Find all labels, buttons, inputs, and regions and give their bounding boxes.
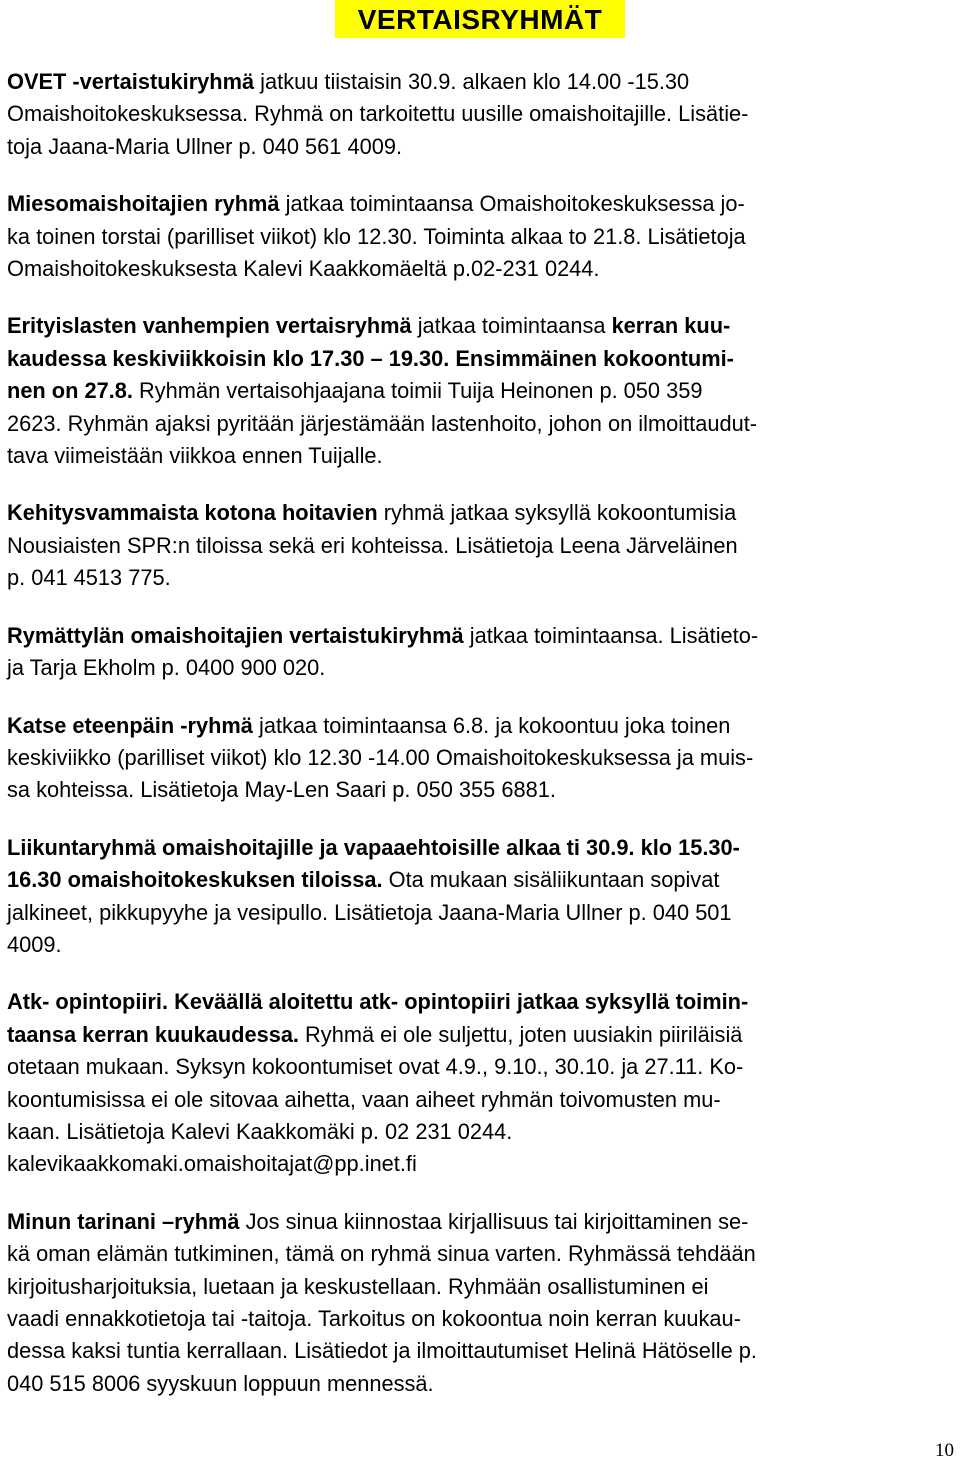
bold-text: kerran kuu- — [611, 313, 731, 339]
text-line — [7, 1206, 953, 1238]
paragraph-miesomaishoitajat — [7, 188, 953, 285]
body-text: Omaishoitokeskuksesta Kalevi Kaakkomäeltä p.02-231 0244. — [7, 256, 600, 282]
body-text: koontumisissa ei ole sitovaa aihetta, vaan aiheet ryhmän toivomusten mu- — [7, 1086, 721, 1112]
body-text: Omaishoitokeskuksessa. Ryhmä on tarkoitettu uusille omaishoitajille. Lisätie- — [7, 101, 749, 127]
text-line — [7, 310, 953, 342]
body-text: Nousiaisten SPR:n tiloissa sekä eri kohteissa. Lisätietoja Leena Järveläinen — [7, 532, 738, 558]
body-text: dessa kaksi tuntia kerrallaan. Lisätiedot ja ilmoittautumiset Helinä Hätöselle p. — [7, 1338, 757, 1364]
text-line — [7, 253, 953, 285]
bold-text: kaudessa keskiviikkoisin klo 17.30 – 19.30. Ensimmäinen kokoontumi- — [7, 345, 734, 371]
text-line — [7, 1148, 953, 1180]
body-text: jalkineet, pikkupyyhe ja vesipullo. Lisätietoja Jaana-Maria Ullner p. 040 501 — [7, 899, 732, 925]
text-line — [7, 1051, 953, 1083]
paragraph-erityislapset — [7, 310, 953, 472]
body-text: ja Tarja Ekholm p. 0400 900 020. — [7, 655, 326, 681]
body-text: keskiviikko (parilliset viikot) klo 12.30 -14.00 Omaishoitokeskuksessa ja muis- — [7, 744, 754, 770]
body-text: Ryhmä ei ole suljettu, joten uusiakin piiriläisiä — [299, 1021, 743, 1047]
body-text: kalevikaakkomaki.omaishoitajat@pp.inet.fi — [7, 1151, 417, 1177]
text-line — [7, 929, 953, 961]
paragraph-kehitysvammaiset — [7, 497, 953, 594]
body-text: kä oman elämän tutkiminen, tämä on ryhmä sinua varten. Ryhmässä tehdään — [7, 1241, 756, 1267]
paragraph-rymattyla — [7, 620, 953, 685]
text-line — [7, 774, 953, 806]
body-text: p. 041 4513 775. — [7, 565, 171, 591]
bold-text: Kehitysvammaista kotona hoitavien — [7, 500, 378, 526]
bold-text: Minun tarinani –ryhmä — [7, 1208, 240, 1234]
text-line — [7, 497, 953, 529]
body-text: ka toinen torstai (parilliset viikot) klo 12.30. Toiminta alkaa to 21.8. Lisätietoja — [7, 223, 746, 249]
text-line — [7, 562, 953, 594]
paragraph-atk-opintopiiri — [7, 986, 953, 1180]
bold-text: taansa kerran kuukaudessa. — [7, 1021, 299, 1047]
text-line — [7, 1019, 953, 1051]
body-text: jatkaa toimintaansa 6.8. ja kokoontuu joka toinen — [252, 712, 731, 738]
body-text: 4009. — [7, 931, 62, 957]
text-line — [7, 832, 953, 864]
announcement-list — [7, 66, 953, 1425]
paragraph-liikuntaryhma — [7, 832, 953, 962]
text-line — [7, 652, 953, 684]
text-line — [7, 742, 953, 774]
text-line — [7, 375, 953, 407]
body-text: jatkuu tiistaisin 30.9. alkaen klo 14.00 -15.30 — [254, 69, 690, 94]
bold-text: nen on 27.8. — [7, 378, 133, 404]
body-text: Jos sinua kiinnostaa kirjallisuus tai kirjoittaminen se- — [239, 1208, 749, 1234]
body-text: kaan. Lisätietoja Kalevi Kaakkomäki p. 02 231 0244. — [7, 1118, 513, 1144]
bold-text: Atk- opintopiiri. Keväällä aloitettu atk- opintopiiri jatkaa syksyllä toimin- — [7, 989, 749, 1015]
text-line — [7, 1271, 953, 1303]
body-text: jatkaa toimintaansa Omaishoitokeskuksessa jo- — [279, 191, 745, 217]
text-line — [7, 1368, 953, 1400]
text-line — [7, 864, 953, 896]
text-line — [7, 188, 953, 220]
text-line — [7, 620, 953, 652]
text-line — [7, 1084, 953, 1116]
paragraph-katse-eteenpain — [7, 710, 953, 807]
body-text: 2623. Ryhmän ajaksi pyritään järjestämään lastenhoito, johon on ilmoittaudut- — [7, 410, 758, 436]
body-text: toja Jaana-Maria Ullner p. 040 561 4009. — [7, 133, 403, 159]
bold-text: OVET -vertaistukiryhmä — [7, 69, 255, 94]
paragraph-ovet — [7, 66, 953, 163]
bold-text: Rymättylän omaishoitajien vertaistukiryhmä — [7, 622, 464, 648]
bold-text: Liikuntaryhmä omaishoitajille ja vapaaehtoisille alkaa ti 30.9. klo 15.30- — [7, 834, 740, 860]
text-line — [7, 1116, 953, 1148]
body-text: Ryhmän vertaisohjaajana toimii Tuija Heinonen p. 050 359 — [132, 378, 703, 404]
text-line — [7, 131, 953, 163]
body-text: kirjoitusharjoituksia, luetaan ja keskustellaan. Ryhmään osallistuminen ei — [7, 1273, 709, 1299]
body-text: tava viimeistään viikkoa ennen Tuijalle. — [7, 443, 383, 469]
body-text: Ota mukaan sisäliikuntaan sopivat — [382, 867, 720, 893]
body-text: vaadi ennakkotietoja tai -taitoja. Tarkoitus on kokoontua noin kerran kuukau- — [7, 1306, 741, 1331]
text-line — [7, 1335, 953, 1367]
text-line — [7, 221, 953, 253]
page-title: VERTAISRYHMÄT — [357, 4, 603, 35]
body-text: jatkaa toimintaansa — [411, 313, 612, 339]
text-line — [7, 710, 953, 742]
text-line — [7, 1303, 953, 1335]
text-line — [7, 408, 953, 440]
bold-text: Miesomaishoitajien ryhmä — [7, 191, 280, 217]
text-line — [7, 98, 953, 130]
text-line — [7, 986, 953, 1018]
text-line — [7, 530, 953, 562]
bold-text: Katse eteenpäin -ryhmä — [7, 712, 253, 738]
paragraph-minun-tarinani — [7, 1206, 953, 1400]
page-number: 10 — [935, 1440, 954, 1461]
body-text: sa kohteissa. Lisätietoja May-Len Saari p. 050 355 6881. — [7, 777, 556, 803]
bold-text: Erityislasten vanhempien vertaisryhmä — [7, 313, 412, 339]
bold-text: 16.30 omaishoitokeskuksen tiloissa. — [7, 867, 383, 893]
body-text: jatkaa toimintaansa. Lisätieto- — [463, 622, 759, 648]
body-text: otetaan mukaan. Syksyn kokoontumiset ovat 4.9., 9.10., 30.10. ja 27.11. Ko- — [7, 1054, 744, 1080]
text-line — [7, 343, 953, 375]
body-text: 040 515 8006 syyskuun loppuun mennessä. — [7, 1370, 434, 1396]
body-text: ryhmä jatkaa syksyllä kokoontumisia — [377, 500, 737, 526]
text-line — [7, 66, 953, 98]
text-line — [7, 440, 953, 472]
text-line — [7, 897, 953, 929]
title-highlight — [335, 0, 625, 38]
text-line — [7, 1238, 953, 1270]
